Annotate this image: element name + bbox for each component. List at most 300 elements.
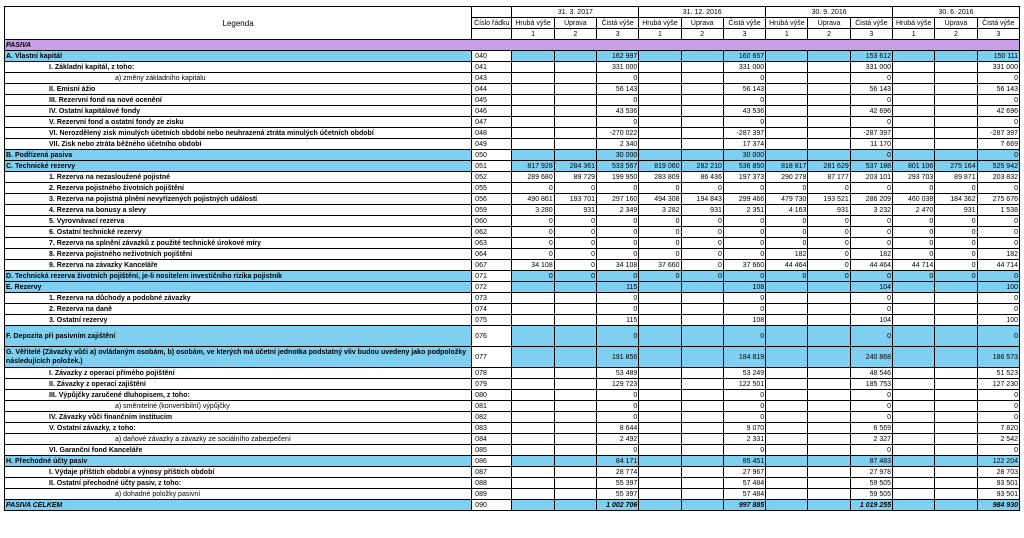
value-cell <box>681 117 723 128</box>
value-cell: 0 <box>681 249 723 260</box>
row-label: II. Ostatní přechodné účty pasiv, z toho: <box>5 478 472 489</box>
value-cell: 55 397 <box>597 478 639 489</box>
subcol-number: 2 <box>554 29 596 40</box>
period-header: 30. 9. 2016 <box>766 7 893 18</box>
value-cell: 0 <box>512 238 554 249</box>
value-cell <box>639 445 681 456</box>
value-cell <box>554 500 596 511</box>
row-code: 044 <box>472 84 512 95</box>
value-cell: 44 464 <box>766 260 808 271</box>
value-cell: 0 <box>723 238 765 249</box>
table-row <box>5 456 1020 467</box>
table-row <box>5 227 1020 238</box>
table-row <box>5 205 1020 216</box>
value-cell <box>935 62 977 73</box>
value-cell: 533 567 <box>597 161 639 172</box>
value-cell: 0 <box>850 304 892 315</box>
value-cell <box>512 62 554 73</box>
value-cell: 17 374 <box>723 139 765 150</box>
value-cell <box>893 106 935 117</box>
value-cell: 0 <box>893 227 935 238</box>
value-cell <box>512 128 554 139</box>
value-cell: 0 <box>808 238 850 249</box>
value-cell: 0 <box>893 238 935 249</box>
value-cell <box>512 478 554 489</box>
value-cell: 34 108 <box>512 260 554 271</box>
row-label: V. Ostatní závazky, z toho: <box>5 423 472 434</box>
value-cell: 0 <box>850 238 892 249</box>
value-cell: 0 <box>723 390 765 401</box>
value-cell: 89 871 <box>935 172 977 183</box>
subcol-header: Čistá výše <box>850 18 892 29</box>
value-cell: 1 019 255 <box>850 500 892 511</box>
value-cell <box>893 304 935 315</box>
value-cell: 0 <box>808 227 850 238</box>
value-cell: 48 546 <box>850 368 892 379</box>
value-cell: 1 538 <box>977 205 1019 216</box>
table-body <box>5 40 1020 511</box>
value-cell <box>935 51 977 62</box>
value-cell: 0 <box>977 117 1019 128</box>
value-cell: 0 <box>935 249 977 260</box>
value-cell <box>808 347 850 368</box>
balance-sheet-table <box>4 6 1020 511</box>
value-cell: 0 <box>554 249 596 260</box>
value-cell: 193 701 <box>554 194 596 205</box>
value-cell: 56 143 <box>723 84 765 95</box>
row-code: 080 <box>472 390 512 401</box>
value-cell: 108 <box>723 282 765 293</box>
value-cell: 0 <box>893 271 935 282</box>
value-cell <box>808 315 850 326</box>
table-row <box>5 73 1020 84</box>
value-cell: 479 730 <box>766 194 808 205</box>
row-code: 072 <box>472 282 512 293</box>
row-code: 045 <box>472 95 512 106</box>
value-cell: -270 022 <box>597 128 639 139</box>
value-cell: 0 <box>597 249 639 260</box>
value-cell <box>681 347 723 368</box>
value-cell <box>808 304 850 315</box>
value-cell <box>681 293 723 304</box>
value-cell: 283 809 <box>639 172 681 183</box>
value-cell: 494 308 <box>639 194 681 205</box>
value-cell <box>681 379 723 390</box>
value-cell: 490 861 <box>512 194 554 205</box>
value-cell <box>893 456 935 467</box>
table-row <box>5 161 1020 172</box>
value-cell <box>808 368 850 379</box>
value-cell <box>512 150 554 161</box>
value-cell: 0 <box>977 412 1019 423</box>
value-cell: 275 164 <box>935 161 977 172</box>
table-row <box>5 347 1020 368</box>
value-cell: 43 536 <box>597 106 639 117</box>
value-cell <box>935 139 977 150</box>
value-cell <box>554 117 596 128</box>
table-row <box>5 271 1020 282</box>
value-cell: 2 470 <box>893 205 935 216</box>
value-cell <box>554 489 596 500</box>
value-cell: 28 703 <box>977 467 1019 478</box>
value-cell: 0 <box>723 445 765 456</box>
value-cell <box>554 467 596 478</box>
value-cell <box>681 456 723 467</box>
value-cell: 297 160 <box>597 194 639 205</box>
value-cell <box>893 434 935 445</box>
value-cell: 0 <box>723 293 765 304</box>
value-cell <box>766 390 808 401</box>
row-code: 085 <box>472 445 512 456</box>
value-cell <box>512 139 554 150</box>
value-cell: 0 <box>977 271 1019 282</box>
value-cell <box>512 326 554 347</box>
row-code: 056 <box>472 194 512 205</box>
value-cell <box>766 379 808 390</box>
value-cell <box>639 368 681 379</box>
row-label: E. Rezervy <box>5 282 472 293</box>
row-code: 062 <box>472 227 512 238</box>
row-label: D. Technická rezerva životních pojištění, je-li nositelem investičního rizika pojistník <box>5 271 472 282</box>
value-cell: 0 <box>512 216 554 227</box>
value-cell: 0 <box>681 271 723 282</box>
value-cell: 53 249 <box>723 368 765 379</box>
value-cell <box>681 304 723 315</box>
value-cell <box>681 95 723 106</box>
value-cell <box>935 379 977 390</box>
row-code: 046 <box>472 106 512 117</box>
value-cell <box>766 401 808 412</box>
value-cell: 282 210 <box>681 161 723 172</box>
value-cell: 0 <box>597 73 639 84</box>
value-cell: 199 950 <box>597 172 639 183</box>
value-cell: 0 <box>893 249 935 260</box>
subcol-number: 1 <box>766 29 808 40</box>
value-cell <box>935 489 977 500</box>
value-cell: 11 170 <box>850 139 892 150</box>
value-cell <box>639 304 681 315</box>
row-label: B. Podřízená pasiva <box>5 150 472 161</box>
value-cell <box>512 445 554 456</box>
value-cell: 0 <box>597 183 639 194</box>
value-cell: 0 <box>808 271 850 282</box>
subcol-header: Čistá výše <box>723 18 765 29</box>
value-cell: 931 <box>935 205 977 216</box>
value-cell: 182 <box>977 249 1019 260</box>
value-cell: 115 <box>597 282 639 293</box>
value-cell <box>893 128 935 139</box>
row-label: 1. Rezerva na nezasloužené pojistné <box>5 172 472 183</box>
value-cell: 0 <box>597 293 639 304</box>
value-cell <box>766 117 808 128</box>
value-cell <box>808 106 850 117</box>
value-cell <box>935 282 977 293</box>
value-cell <box>639 434 681 445</box>
row-label: PASIVA CELKEM <box>5 500 472 511</box>
value-cell <box>935 304 977 315</box>
value-cell: 931 <box>554 205 596 216</box>
value-cell <box>681 478 723 489</box>
value-cell <box>512 423 554 434</box>
value-cell: 0 <box>808 183 850 194</box>
row-label: III. Výpůjčky zaručené dluhopisem, z toho: <box>5 390 472 401</box>
subcol-header: Úprava <box>681 18 723 29</box>
subcol-number: 3 <box>597 29 639 40</box>
value-cell: 0 <box>597 412 639 423</box>
value-cell <box>766 412 808 423</box>
value-cell <box>681 128 723 139</box>
value-cell <box>893 95 935 106</box>
value-cell <box>512 489 554 500</box>
value-cell: 331 000 <box>723 62 765 73</box>
value-cell: 0 <box>850 216 892 227</box>
value-cell: 997 885 <box>723 500 765 511</box>
value-cell: 0 <box>766 271 808 282</box>
value-cell: 0 <box>850 401 892 412</box>
value-cell: 0 <box>723 227 765 238</box>
value-cell <box>681 489 723 500</box>
row-code: 084 <box>472 434 512 445</box>
value-cell <box>893 347 935 368</box>
value-cell: 289 680 <box>512 172 554 183</box>
table-row <box>5 293 1020 304</box>
value-cell: 43 536 <box>723 106 765 117</box>
row-code: 060 <box>472 216 512 227</box>
value-cell: 801 106 <box>893 161 935 172</box>
value-cell <box>512 412 554 423</box>
value-cell: 0 <box>597 445 639 456</box>
value-cell <box>893 412 935 423</box>
value-cell: 93 501 <box>977 478 1019 489</box>
row-label: 6. Ostatní technické rezervy <box>5 227 472 238</box>
value-cell: 0 <box>977 95 1019 106</box>
subcol-header: Čistá výše <box>597 18 639 29</box>
value-cell <box>935 423 977 434</box>
value-cell <box>512 379 554 390</box>
value-cell <box>512 282 554 293</box>
value-cell <box>808 150 850 161</box>
value-cell: 0 <box>639 271 681 282</box>
value-cell <box>639 456 681 467</box>
value-cell: 0 <box>850 390 892 401</box>
value-cell <box>808 445 850 456</box>
subcol-header: Hrubá výše <box>639 18 681 29</box>
value-cell <box>639 62 681 73</box>
table-row <box>5 95 1020 106</box>
value-cell: 0 <box>723 326 765 347</box>
table-row <box>5 379 1020 390</box>
value-cell <box>893 139 935 150</box>
value-cell <box>893 84 935 95</box>
value-cell: 284 361 <box>554 161 596 172</box>
value-cell: -287 397 <box>850 128 892 139</box>
value-cell: 0 <box>554 227 596 238</box>
value-cell: 0 <box>935 238 977 249</box>
value-cell: 0 <box>977 326 1019 347</box>
value-cell: 0 <box>808 260 850 271</box>
row-label: a) daňové závazky a závazky ze sociálního zabezpečení <box>5 434 472 445</box>
value-cell <box>639 73 681 84</box>
value-cell <box>554 368 596 379</box>
row-label: IV. Ostatní kapitálové fondy <box>5 106 472 117</box>
value-cell <box>681 315 723 326</box>
row-label: H. Přechodné účty pasiv <box>5 456 472 467</box>
value-cell: 0 <box>723 271 765 282</box>
value-cell: 3 282 <box>639 205 681 216</box>
value-cell: 0 <box>639 249 681 260</box>
table-row <box>5 434 1020 445</box>
value-cell: 42 696 <box>977 106 1019 117</box>
value-cell <box>554 51 596 62</box>
value-cell <box>766 423 808 434</box>
value-cell <box>935 326 977 347</box>
value-cell <box>639 390 681 401</box>
value-cell: 0 <box>977 150 1019 161</box>
value-cell: 0 <box>554 238 596 249</box>
value-cell: 153 612 <box>850 51 892 62</box>
value-cell <box>935 150 977 161</box>
value-cell: 56 143 <box>597 84 639 95</box>
value-cell: 122 501 <box>723 379 765 390</box>
value-cell <box>808 390 850 401</box>
value-cell <box>808 489 850 500</box>
value-cell: 0 <box>723 117 765 128</box>
row-number-header-top <box>472 7 512 18</box>
row-label: a) dohadné položky pasivní <box>5 489 472 500</box>
row-label: 4. Rezerva na bonusy a slevy <box>5 205 472 216</box>
value-cell <box>639 282 681 293</box>
value-cell <box>893 51 935 62</box>
value-cell <box>639 347 681 368</box>
row-number-header-bottom <box>472 29 512 40</box>
value-cell: 100 <box>977 282 1019 293</box>
value-cell <box>681 106 723 117</box>
value-cell: 0 <box>766 227 808 238</box>
value-cell <box>554 401 596 412</box>
value-cell <box>808 62 850 73</box>
value-cell: 0 <box>977 183 1019 194</box>
value-cell: 0 <box>723 304 765 315</box>
value-cell <box>554 423 596 434</box>
value-cell: 0 <box>597 95 639 106</box>
value-cell <box>512 456 554 467</box>
value-cell <box>893 390 935 401</box>
row-code: 040 <box>472 51 512 62</box>
row-code: 063 <box>472 238 512 249</box>
value-cell: 44 464 <box>850 260 892 271</box>
row-label: 8. Rezerva pojistného neživotních pojištění <box>5 249 472 260</box>
row-code: 077 <box>472 347 512 368</box>
value-cell: 525 942 <box>977 161 1019 172</box>
table-row <box>5 260 1020 271</box>
value-cell <box>681 445 723 456</box>
subcol-header: Úprava <box>554 18 596 29</box>
value-cell <box>639 412 681 423</box>
value-cell <box>808 139 850 150</box>
value-cell <box>766 95 808 106</box>
row-label: I. Závazky z operací přímého pojištění <box>5 368 472 379</box>
value-cell <box>935 368 977 379</box>
table-row <box>5 326 1020 347</box>
row-code: 074 <box>472 304 512 315</box>
value-cell: 536 850 <box>723 161 765 172</box>
value-cell: 281 629 <box>808 161 850 172</box>
value-cell: 0 <box>723 216 765 227</box>
value-cell: 0 <box>935 216 977 227</box>
value-cell: 0 <box>597 326 639 347</box>
value-cell: 290 278 <box>766 172 808 183</box>
value-cell: 104 <box>850 282 892 293</box>
value-cell: 0 <box>681 227 723 238</box>
value-cell <box>554 282 596 293</box>
value-cell: 0 <box>766 183 808 194</box>
value-cell: 182 <box>850 249 892 260</box>
value-cell: 0 <box>977 293 1019 304</box>
value-cell <box>554 390 596 401</box>
value-cell: 56 143 <box>850 84 892 95</box>
value-cell <box>766 304 808 315</box>
value-cell: 185 753 <box>850 379 892 390</box>
value-cell <box>893 500 935 511</box>
subcol-number: 2 <box>935 29 977 40</box>
subcol-number: 3 <box>850 29 892 40</box>
value-cell <box>554 445 596 456</box>
value-cell: 108 <box>723 315 765 326</box>
value-cell <box>808 478 850 489</box>
value-cell <box>681 282 723 293</box>
value-cell: 2 327 <box>850 434 892 445</box>
value-cell: 30 000 <box>723 150 765 161</box>
value-cell: 0 <box>723 183 765 194</box>
value-cell <box>554 84 596 95</box>
value-cell <box>808 73 850 84</box>
row-label: V. Rezervní fond a ostatní fondy ze zisku <box>5 117 472 128</box>
value-cell <box>808 95 850 106</box>
value-cell: 27 978 <box>850 467 892 478</box>
value-cell: 86 436 <box>681 172 723 183</box>
value-cell <box>681 401 723 412</box>
value-cell: 0 <box>597 227 639 238</box>
value-cell: 0 <box>554 271 596 282</box>
value-cell <box>935 84 977 95</box>
row-code: 075 <box>472 315 512 326</box>
row-label: II. Závazky z operací zajištění <box>5 379 472 390</box>
value-cell <box>639 150 681 161</box>
value-cell: 6 569 <box>850 423 892 434</box>
subcol-number: 1 <box>639 29 681 40</box>
row-code: 079 <box>472 379 512 390</box>
value-cell <box>893 379 935 390</box>
value-cell: 0 <box>597 401 639 412</box>
value-cell <box>935 500 977 511</box>
value-cell: 0 <box>597 390 639 401</box>
value-cell <box>766 62 808 73</box>
value-cell: 115 <box>597 315 639 326</box>
value-cell <box>554 95 596 106</box>
value-cell: 0 <box>935 271 977 282</box>
value-cell <box>808 412 850 423</box>
value-cell <box>935 467 977 478</box>
value-cell: 2 349 <box>597 205 639 216</box>
value-cell <box>554 139 596 150</box>
value-cell <box>512 106 554 117</box>
value-cell <box>808 84 850 95</box>
value-cell <box>554 106 596 117</box>
value-cell <box>554 62 596 73</box>
subcol-header: Hrubá výše <box>766 18 808 29</box>
value-cell <box>639 139 681 150</box>
value-cell <box>935 434 977 445</box>
